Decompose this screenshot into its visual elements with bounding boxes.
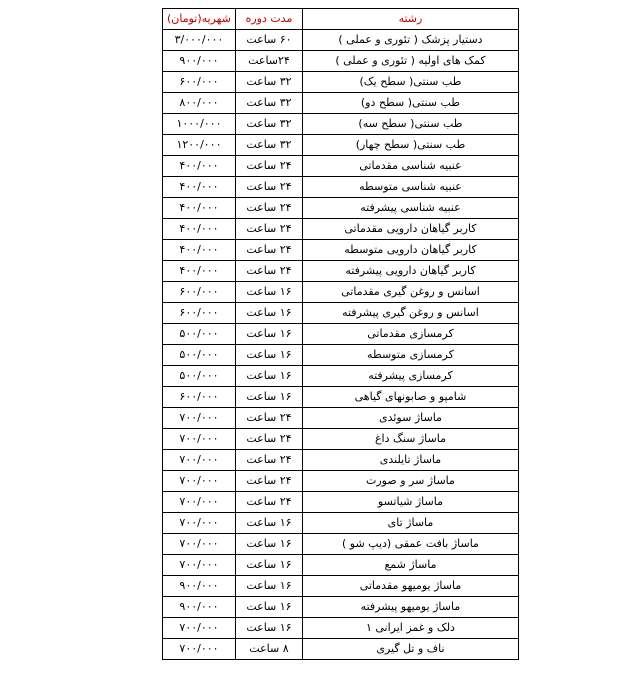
fee-cell: ۷۰۰/۰۰۰	[163, 450, 236, 471]
fee-cell: ۵۰۰/۰۰۰	[163, 366, 236, 387]
course-cell: ناف و تل گیری	[302, 639, 518, 660]
fee-cell: ۹۰۰/۰۰۰	[163, 576, 236, 597]
fee-cell: ۷۰۰/۰۰۰	[163, 471, 236, 492]
fee-cell: ۷۰۰/۰۰۰	[163, 534, 236, 555]
course-cell: عنبیه شناسی متوسطه	[302, 177, 518, 198]
course-cell: ماساژ یومیهو پیشرفته	[302, 597, 518, 618]
course-cell: اسانس و روغن گیری مقدماتی	[302, 282, 518, 303]
fee-cell: ۷۰۰/۰۰۰	[163, 408, 236, 429]
course-cell: دستیار پزشک ( تئوری و عملی )	[302, 30, 518, 51]
table-header-row	[163, 9, 519, 30]
table-row	[163, 492, 519, 513]
table-row	[163, 429, 519, 450]
course-cell: ماساژ سوئدی	[302, 408, 518, 429]
duration-cell: ۱۶ ساعت	[235, 597, 302, 618]
table-body	[163, 30, 519, 660]
table-row	[163, 51, 519, 72]
course-cell: طب سنتی( سطح دو)	[302, 93, 518, 114]
duration-cell: ۲۴ ساعت	[235, 408, 302, 429]
fee-cell: ۹۰۰/۰۰۰	[163, 597, 236, 618]
course-cell: عنبیه شناسی پیشرفته	[302, 198, 518, 219]
fee-cell: ۱۲۰۰/۰۰۰	[163, 135, 236, 156]
fee-cell: ۶۰۰/۰۰۰	[163, 303, 236, 324]
table-row	[163, 219, 519, 240]
duration-cell: ۲۴ ساعت	[235, 450, 302, 471]
course-cell: ماساژ تای	[302, 513, 518, 534]
duration-cell: ۱۶ ساعت	[235, 282, 302, 303]
course-cell: عنبیه شناسی مقدماتی	[302, 156, 518, 177]
table-row	[163, 513, 519, 534]
duration-cell: ۲۴ ساعت	[235, 240, 302, 261]
fee-cell: ۸۰۰/۰۰۰	[163, 93, 236, 114]
course-cell: کاربر گیاهان دارویی مقدماتی	[302, 219, 518, 240]
fee-cell: ۹۰۰/۰۰۰	[163, 51, 236, 72]
course-cell: طب سنتی( سطح چهار)	[302, 135, 518, 156]
duration-cell: ۲۴ ساعت	[235, 156, 302, 177]
fee-cell: ۶۰۰/۰۰۰	[163, 387, 236, 408]
fee-cell: ۶۰۰/۰۰۰	[163, 72, 236, 93]
table-row	[163, 30, 519, 51]
table-row	[163, 387, 519, 408]
duration-cell: ۶۰ ساعت	[235, 30, 302, 51]
table-row	[163, 177, 519, 198]
duration-cell: ۱۶ ساعت	[235, 387, 302, 408]
duration-cell: ۸ ساعت	[235, 639, 302, 660]
table-row	[163, 135, 519, 156]
course-cell: کرمسازی متوسطه	[302, 345, 518, 366]
duration-cell: ۱۶ ساعت	[235, 576, 302, 597]
course-cell: ماساژ سنگ داغ	[302, 429, 518, 450]
table-row	[163, 576, 519, 597]
duration-cell: ۲۴ ساعت	[235, 198, 302, 219]
duration-cell: ۲۴ ساعت	[235, 177, 302, 198]
course-cell: کرمسازی مقدماتی	[302, 324, 518, 345]
duration-cell: ۲۴ ساعت	[235, 471, 302, 492]
course-cell: طب سنتی( سطح یک)	[302, 72, 518, 93]
duration-cell: ۱۶ ساعت	[235, 534, 302, 555]
fee-cell: ۱۰۰۰/۰۰۰	[163, 114, 236, 135]
duration-cell: ۳۲ ساعت	[235, 93, 302, 114]
duration-cell: ۱۶ ساعت	[235, 324, 302, 345]
course-cell: ماساژ بافت عمقی (دیپ شو )	[302, 534, 518, 555]
fee-cell: ۴۰۰/۰۰۰	[163, 156, 236, 177]
duration-cell: ۲۴ ساعت	[235, 219, 302, 240]
fee-cell: ۶۰۰/۰۰۰	[163, 282, 236, 303]
fee-cell: ۷۰۰/۰۰۰	[163, 492, 236, 513]
header-course: رشته	[302, 9, 518, 30]
duration-cell: ۳۲ ساعت	[235, 114, 302, 135]
fee-cell: ۵۰۰/۰۰۰	[163, 345, 236, 366]
course-cell: ماساژ شمع	[302, 555, 518, 576]
header-duration: مدت دوره	[235, 9, 302, 30]
course-cell: کمک های اولیه ( تئوری و عملی )	[302, 51, 518, 72]
fee-cell: ۷۰۰/۰۰۰	[163, 429, 236, 450]
course-cell: ماساژ شیاتسو	[302, 492, 518, 513]
table-row	[163, 597, 519, 618]
fee-cell: ۷۰۰/۰۰۰	[163, 513, 236, 534]
fee-cell: ۷۰۰/۰۰۰	[163, 639, 236, 660]
table-row	[163, 345, 519, 366]
fee-cell: ۴۰۰/۰۰۰	[163, 198, 236, 219]
table-row	[163, 366, 519, 387]
duration-cell: ۱۶ ساعت	[235, 513, 302, 534]
table-row	[163, 408, 519, 429]
course-cell: اسانس و روغن گیری پیشرفته	[302, 303, 518, 324]
table-row	[163, 72, 519, 93]
table-row	[163, 198, 519, 219]
course-fee-table-container	[162, 8, 519, 660]
fee-cell: ۳/۰۰۰/۰۰۰	[163, 30, 236, 51]
duration-cell: ۳۲ ساعت	[235, 135, 302, 156]
course-cell: شامپو و صابونهای گیاهی	[302, 387, 518, 408]
duration-cell: ۲۴ ساعت	[235, 261, 302, 282]
header-fee: شهریه(تومان)	[163, 9, 236, 30]
fee-cell: ۴۰۰/۰۰۰	[163, 261, 236, 282]
fee-cell: ۴۰۰/۰۰۰	[163, 240, 236, 261]
table-row	[163, 282, 519, 303]
fee-cell: ۴۰۰/۰۰۰	[163, 177, 236, 198]
duration-cell: ۱۶ ساعت	[235, 618, 302, 639]
fee-cell: ۷۰۰/۰۰۰	[163, 555, 236, 576]
table-row	[163, 93, 519, 114]
duration-cell: ۱۶ ساعت	[235, 366, 302, 387]
table-row	[163, 261, 519, 282]
duration-cell: ۱۶ ساعت	[235, 303, 302, 324]
course-cell: ماساژ تایلندی	[302, 450, 518, 471]
duration-cell: ۲۴ساعت	[235, 51, 302, 72]
duration-cell: ۲۴ ساعت	[235, 492, 302, 513]
table-row	[163, 555, 519, 576]
course-cell: ماساژ یومیهو مقدماتی	[302, 576, 518, 597]
course-cell: کاربر گیاهان دارویی متوسطه	[302, 240, 518, 261]
duration-cell: ۳۲ ساعت	[235, 72, 302, 93]
course-cell: طب سنتی( سطح سه)	[302, 114, 518, 135]
course-cell: ماساژ سر و صورت	[302, 471, 518, 492]
fee-cell: ۴۰۰/۰۰۰	[163, 219, 236, 240]
table-row	[163, 534, 519, 555]
duration-cell: ۱۶ ساعت	[235, 345, 302, 366]
duration-cell: ۱۶ ساعت	[235, 555, 302, 576]
table-row	[163, 114, 519, 135]
duration-cell: ۲۴ ساعت	[235, 429, 302, 450]
course-fee-table	[162, 8, 519, 660]
course-cell: کرمسازی پیشرفته	[302, 366, 518, 387]
fee-cell: ۵۰۰/۰۰۰	[163, 324, 236, 345]
table-row	[163, 324, 519, 345]
table-row	[163, 156, 519, 177]
table-row	[163, 303, 519, 324]
table-row	[163, 618, 519, 639]
table-row	[163, 471, 519, 492]
table-row	[163, 450, 519, 471]
fee-cell: ۷۰۰/۰۰۰	[163, 618, 236, 639]
table-row	[163, 240, 519, 261]
course-cell: دلک و غمز ایرانی ۱	[302, 618, 518, 639]
table-row	[163, 639, 519, 660]
course-cell: کاربر گیاهان دارویی پیشرفته	[302, 261, 518, 282]
